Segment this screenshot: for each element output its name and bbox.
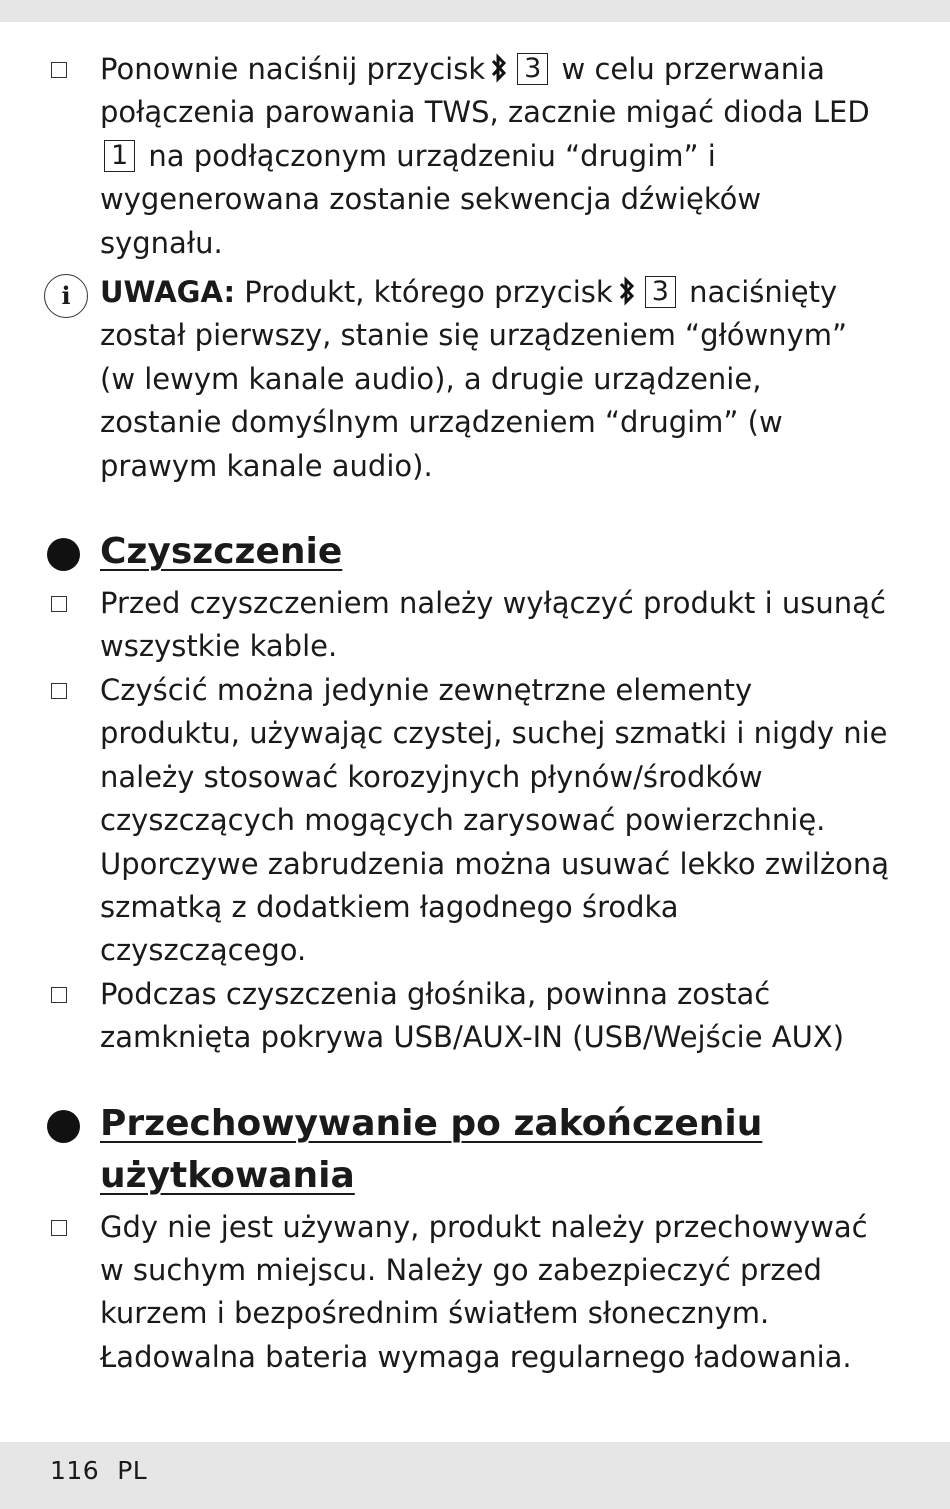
item-text: Przed czyszczeniem należy wyłączyć produkt i usunąć wszystkie kable. xyxy=(100,586,886,664)
note-text-part: Produkt, którego przycisk xyxy=(244,275,613,310)
key-reference: 1 xyxy=(104,140,135,172)
section-heading-cleaning xyxy=(0,526,950,578)
page-info xyxy=(50,1456,165,1485)
bullet-dot-icon xyxy=(47,538,80,571)
bluetooth-icon xyxy=(489,53,509,83)
checkbox-square-icon xyxy=(51,683,67,699)
note-block xyxy=(0,271,950,488)
heading-text: Przechowywanie po zakończeniu użytkowania xyxy=(100,1102,763,1196)
item-text-part: na podłączonym urządzeniu “drugim” i wygenerowana zostanie sekwencja dźwięków sygnału. xyxy=(100,138,762,260)
page-content xyxy=(0,48,950,1379)
item-text: Gdy nie jest używany, produkt należy przechowywać w suchym miejscu. Należy go zabezpieczyć przed kurzem i bezpośrednim światłem słonecznym. Ładowalna bateria wymaga regularnego ładowania. xyxy=(100,1209,868,1374)
heading-text: Czyszczenie xyxy=(100,531,343,573)
key-reference: 3 xyxy=(645,276,676,308)
note-text-part: naciśnięty został pierwszy, stanie się urządzeniem “głównym” (w lewym kanale audio), a drugie urządzenie, zostanie domyślnym urządzeniem “drugim” (w prawym kanale audio). xyxy=(100,275,847,483)
list-item xyxy=(0,973,950,1060)
checkbox-square-icon xyxy=(51,1220,67,1236)
bullet-dot-icon xyxy=(47,1110,80,1143)
list-item xyxy=(0,1206,950,1380)
section-heading-storage xyxy=(0,1098,950,1202)
page-footer xyxy=(0,1442,950,1509)
item-text: Czyścić można jedynie zewnętrzne elementy produktu, używając czystej, suchej szmatki i nigdy nie należy stosować korozyjnych płynów/środków czyszczących mogących zarysować powierzchnię. Uporczywe zabrudzenia można usuwać lekko zwilżoną szmatką z dodatkiem łagodnego środka czyszczącego. xyxy=(100,672,890,968)
key-reference: 3 xyxy=(517,53,548,85)
list-item xyxy=(0,48,950,265)
checkbox-square-icon xyxy=(51,62,67,78)
list-item xyxy=(0,582,950,669)
note-label: UWAGA: xyxy=(100,275,236,310)
info-icon: i xyxy=(44,274,88,318)
page-number: 116 xyxy=(50,1456,100,1485)
bluetooth-icon xyxy=(617,276,637,306)
language-code: PL xyxy=(117,1456,148,1485)
top-bar xyxy=(0,0,950,22)
item-text-part: Ponownie naciśnij przycisk xyxy=(100,52,486,86)
list-item xyxy=(0,669,950,973)
item-text-part: w celu przerwania połączenia parowania TWS, zacznie migać dioda LED xyxy=(100,52,870,130)
checkbox-square-icon xyxy=(51,987,67,1003)
item-text: Podczas czyszczenia głośnika, powinna zostać zamknięta pokrywa USB/AUX-IN (USB/Wejście AUX) xyxy=(100,976,845,1055)
checkbox-square-icon xyxy=(51,596,67,612)
